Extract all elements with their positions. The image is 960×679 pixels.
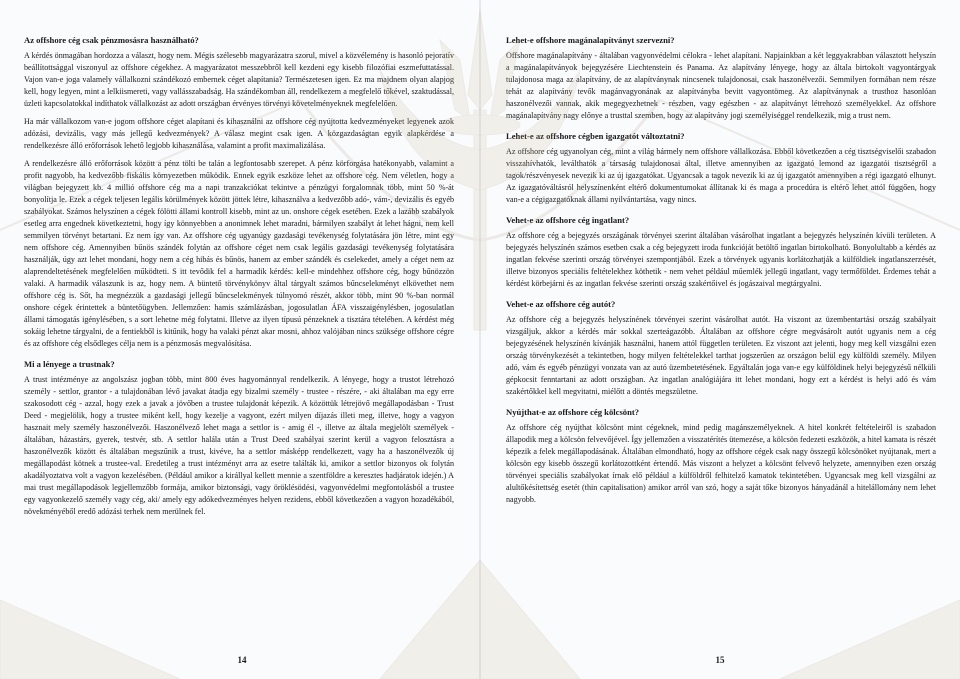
paragraph: Az offshore cég a bejegyzés helyszínének törvényei szerint vásárolhat autót. Ha viszont az üzembentartási ország szabályait vizsgáljuk, akkor a kérdés már sokkal szerteágazóbb. Általában az offshore cégre megvásárolt autót ugyanis nem a cég bejegyzésének helyszínén kívánják használni, hanem attól független területen. Ez viszont azt jelenti, hogy meg kell vizsgálni ezen ország törvénykezését a tekintetben, hogy milyen feltételekkel tarthat jogszerűen az országon belül egy külföldi személy. Milyen adó, vám és egyéb pénzügyi vonzata van az autó üzembetetésének. Egyáltalán joga van-e egy külföldinek helyi bejegyzésű nélküli gépkocsit fenntartani az adott országban. Az ingatlan analógiájára itt lehet mondani, hogy ezt a kérdést is helyi adó és vám szakértőkkel kell megvitatni, miélőtt a döntés megszületne. — [506, 315, 936, 396]
heading-offshore-money-laundering: Az offshore cég csak pénzmosásra használható? — [24, 35, 199, 45]
paragraph: A kérdés önmagában hordozza a választ, hogy nem. Mégis szélesebb magyarázatra szorul, mivel a közvélemény is hasonló pejoratív beállítottsággal viszonyul az offshore cégekhez. A magyarázatot messzebbről kell kezdeni egy kisebb filozófiai eszmefuttatással. Vajon van-e joga valamely vállalkozni szándékozó embernek céget alapítania? Természetesen igen. Ez ma majdnem olyan alapjog kell, hogy legyen, mint a lelkiismereti, vagy vallásszabadság. Ha szándékomban áll, rendelkezem a megfelelő tőkével, szaktudással, üzleti kapcsolatokkal indíthatok vállalkozást az adott országban érvényes törvényi követelményeknek megfelelően. — [24, 51, 454, 108]
heading-private-foundation: Lehet-e offshore magánalapítványt szervezni? — [506, 35, 675, 45]
paragraph: A trust intézménye az angolszász jogban több, mint 800 éves hagyománnyal rendelkezik. A lényege, hogy a trustot létrehozó személy - settlor, grantor - a tulajdonában lévő javakat átadja egy bizalmi személy - trustee - részére, - aki általában ma egy erre szakosodott cég - azzal, hogy ezek a javak a jövőben a trustee tulajdonát képezik. A közöttük létrejövő megállapodásban - Trust Deed - megjelölik, hogy a trustee miként kell, hogy kezelje a vagyont, ezért milyen díjazás illeti meg, illetve, hogy a vagyon hasznait mely személy haszonélvezői. Haszonélvező lehet maga a settlor is - amig él -, illetve az általa megjelölt személyek - általában, házastárs, gyerek, testvér, stb. A settlor halála után a Trust Deed szabályai szerint kerül a vagyon felosztásra a haszonélvezők között és általában megszűnik a trust, kivéve, ha a settlor másképp rendelkezett, vagy ha a haszonélvezők új megállapodást kötnek a trustee-val. Eredetileg a trust intézményt arra az esetre találták ki, amikor a settlor bizonyos ok folytán akadályoztatva volt a vagyon kezelésében. (Például amikor a királlyal kellett mennie a szentföldre a keresztes hadjáratok idején.) A mai trust megállapodások legjellemzőbb formája, amikor biztonsági, vagy öröklésödési, vagyonvédelmi megfontolásból a trustee egy vagyonkezelő személy vagy cég, aki/ amely egy adókedvezményes helyen rezidens, ebből következően a vagyon hozadékából, növekményéből eredő adózási terhek nem merülnek fel. — [24, 375, 454, 516]
spine-divider — [479, 0, 481, 679]
heading-loan: Nyújthat-e az offshore cég kölcsönt? — [506, 407, 640, 417]
heading-buy-car: Vehet-e az offshore cég autót? — [506, 299, 616, 309]
paragraph: Az offshore cég nyújthat kölcsönt mint cégeknek, mind pedig magánszemélyeknek. A hitel konkrét feltételeiről is szabadon állapodik meg a kölcsön felvevőjével. Így jellemzően a visszatérítés ütemezése, a kölcsön fedezeti eszközök, a hitel kamata is részét képezik a felek megállapodásának. Általában elmondható, hogy az offshore cégek csak nagy összegű kölcsönöket nyújtanak, mert a kölcsön egy kisebb összegű korlátozottként értendő. Más viszont a helyzet a kölcsönt felvevő helyzete, amennyiben ezen ország törvényei speciális szabályokat írnak elő például a külföldről felhitelző kamatok tekintetében. Ugyancsak meg kell vizsgálni az alultőkésítettség esetét (thin capitalisation) amikor arról van szó, hogy a saját tőke bizonyos hányadánál a hitelállomány nem lehet nagyobb. — [506, 423, 936, 504]
left-column — [24, 34, 454, 524]
right-page — [480, 0, 960, 679]
paragraph: Az offshore cég ugyanolyan cég, mint a világ bármely nem offshore vállalkozása. Ebből következően a cég tisztségviselői szabadon visszahívhatók, leválthatók a társaság tulajdonosai által, illetve amennyiben az igazgató lemond az igazgatói tisztségről a tagok/részvényesek nevezik ki az új igazgatókat. Ugyancsak a tagok nevezik ki az új igazgatót amennyiben a régi igazgató elhunyt. Az igazgatóváltásról helyszínenként eltérő dokumentumokat állítanak ki és maga a procedúra is eltérő lehet attól függően, hogy van-e a cégigazgatóknak állami nyilvántartása, vagy nincs. — [506, 147, 936, 204]
heading-buy-property: Vehet-e az offshore cég ingatlant? — [506, 215, 630, 225]
heading-change-director: Lehet-e az offshore cégben igazgatót változtatni? — [506, 131, 685, 141]
paragraph: Ha már vállalkozom van-e jogom offshore céget alapítani és kihasználni az offshore cég nyújtotta kedvezményeket legyenek azok adózási, devizális, vagy más jellegű kedvezmények? A válasz megint csak igen. A közgazdaságtan egyik alapkérdése a rendelkezésre álló erőforrások lehető legjobb kihasználása, valamint a profit maximalizálása. — [24, 117, 454, 150]
right-column — [506, 34, 936, 512]
page-number-right: 15 — [715, 655, 725, 665]
page-number-left: 14 — [237, 655, 247, 665]
paragraph: A rendelkezésre álló erőforrások között a pénz tölti be talán a legfontosabb szerepet. A pénz körforgása hatékonyabb, valamint a profit nagyobb, ha kedvezőbb fiskális környezetben működik. Ennek egyik eszköze lehet az offshore cég. Nem véletlen, hogy a világban bejegyzett kb. 4 millió offshore cég ma a napi tranzakciókat tekintve a pénzügyi forgalomnak több, mint 50 %-át bonyolítja le. Ezek a cégek teljesen legális körülmények között jöttek létre, kihasználva a kedvezőbb adó-, vám-, devizális és egyéb szabályokat. Számos helyszínen a cégek fölötti állami kontroll kisebb, mint az un. onshore cégek esetében. Ezek a lazább szabályok esetleg arra engednek következtetni, hogy így könnyebben a anonimnek lehet maradni, bármilyen szabályt át lehet hágni, nem kell semmilyen törvényt betartani. Ez nem így van. Az offshore cég ugyanúgy gazdasági tevékenység folytatására jön létre, mint egy nem offshore cég. Amennyiben bűnös szándék folytán az offshore céget nem csak legális gazdasági tevékenység folytatására használják, úgy azt lehet mondani, hogy nem a cég hibás és bűnös, hanem az ember szándék és cselekedet, amely a céget nem az alaprendeltetésének megfelelően működteti. S itt tevődik fel a harmadik kérdés: kell-e mindehhez offshore cég, hogy bűnözzön valaki. A harmadik válaszunk is az, hogy nem. A büntető törvénykönyv által tárgyalt számos bűncselekményt elkövethet nem offshore cég is. Sőt, ha megnézzük a gazdasági jellegű bűncselekmények túlnyomó részét, akkor több, mint 90 %-ban normál onshore cégek érintettek a büntetőügyben. Jellemzően: hamis számlázásban, jogosulatlan ÁFA visszaigénylésben, jogosulatlan állami támogatás igénylésében, s a sort lehetne még folytatni. Illetve az ilyen típusú pénzeknek a tisztára tételében. A kérdést még sokáig lehetne tárgyalni, de a fentiekből is kitűnik, hogy ha valaki pénzt akar mosni, ahhoz valójában nincs szüksége offshore cégre és az offshore cég elsődleges célja nem is a pénzmosás megvalósítása. — [24, 159, 454, 348]
paragraph: Az offshore cég a bejegyzés országának törvényei szerint általában vásárolhat ingatlant a bejegyzés helyszínén kívüli területen. A bejegyzés helyszínén számos esetben csak a cég bejegyzett iroda funkcióját betöltő ingatlan birtokolható. Bonyolultabb a kérdés az ingatlan fekvése szerinti ország törvényei szempontjából. Ezek a törvények ugyanis korlátozhatják a külföldiek ingatlanszerzését, illetve bizonyos speciális feltételekhez köthetik - nem vehet például műemlék jellegű ingatlant, vagy termőföldet. Érdemes tehát a kérdést körbejárni és az ingatlan fekvése szerinti ország szakértőivel és jogászaival megtárgyalni. — [506, 231, 936, 288]
heading-trust: Mi a lényege a trustnak? — [24, 359, 115, 369]
paragraph: Offshore magánalapítvány - általában vagyonvédelmi célokra - lehet alapítani. Napjainkban a két leggyakrabban választott helyszín a magánalapítványok bejegyzésére Liechtenstein és Panama. Az alapítvány lényege, hogy az általa birtokolt vagyontárgyak tulajdonosa maga az alapítvány, de az alapítványnak nincsenek tulajdonosai, csak haszonélvezői. Semmilyen formában nem része tehát az alapítvány tevők magánvagyonának az alapítványba bevitt vagyontömeg. Az alapítványnak a trusthoz hasonlóan haszonélvezői vannak, akik megegyezhetnek - részben, vagy egészben - az alapítványt létrehozó személyekkel. Az offshore magánalapítvány nagy előnye a trusttal szemben, hogy az alapítvány jogi személyiséggel rendelkezik, mig a trust nem. — [506, 51, 936, 120]
